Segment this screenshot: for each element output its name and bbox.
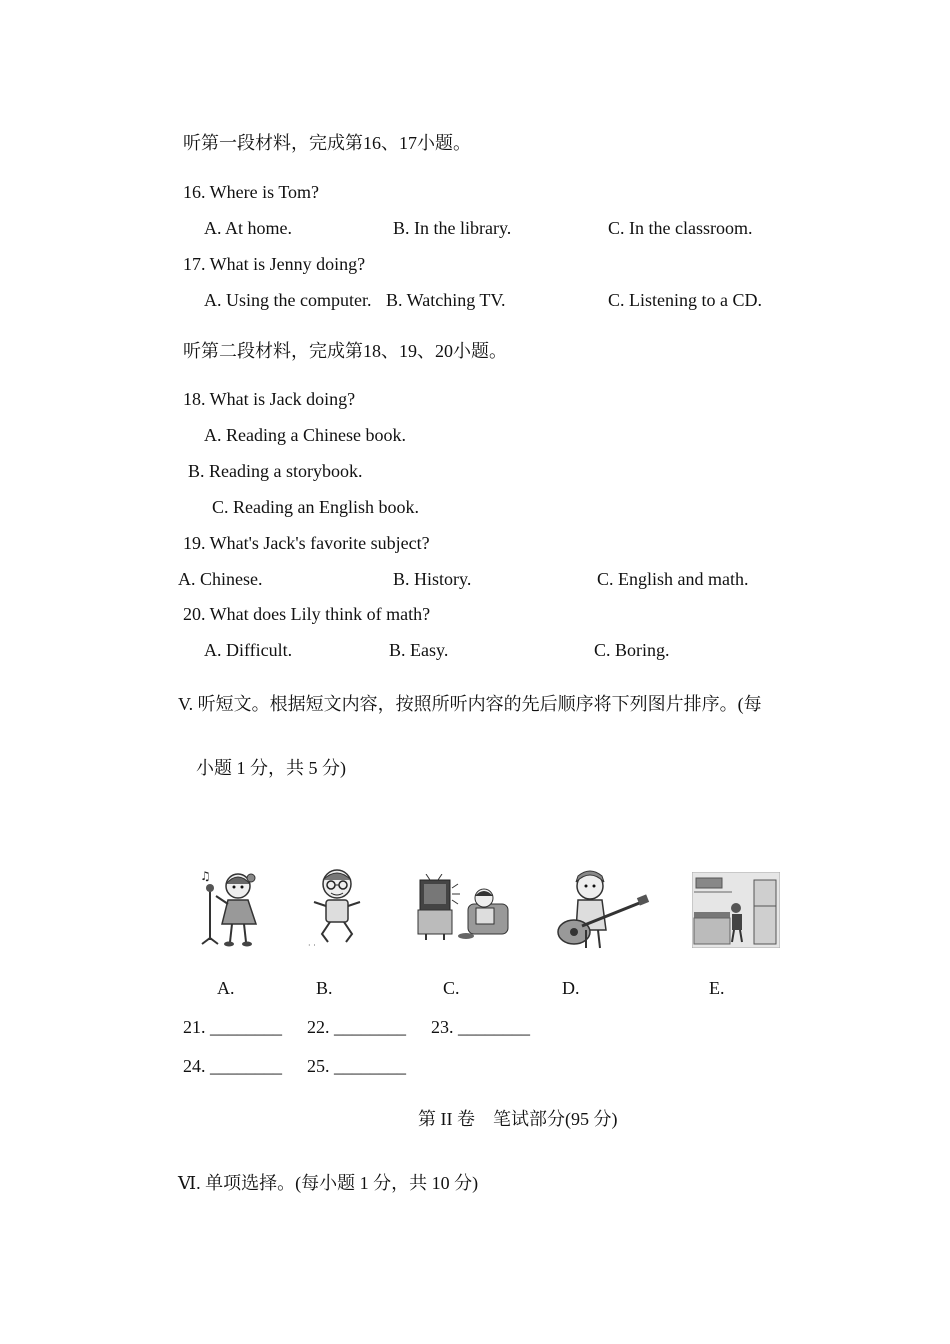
q19-option-b: B. History. [393, 569, 472, 589]
picture-label-e: E. [709, 978, 725, 998]
picture-label-c: C. [443, 978, 460, 998]
q20-option-a: A. Difficult. [204, 640, 293, 660]
q19-option-a: A. Chinese. [178, 569, 263, 589]
q18-stem: 18. What is Jack doing? [183, 389, 356, 409]
q17-stem: 17. What is Jenny doing? [183, 254, 366, 274]
answer-blank-25[interactable]: 25. ________ [307, 1056, 406, 1076]
q19-option-c: C. English and math. [597, 569, 749, 589]
q20-option-c: C. Boring. [594, 640, 670, 660]
picture-label-b: B. [316, 978, 333, 998]
q16-stem: 16. Where is Tom? [183, 182, 320, 202]
q17-option-c: C. Listening to a CD. [608, 290, 762, 310]
svg-text:· ·: · · [308, 941, 316, 950]
volume2-title: 第 II 卷 笔试部分(95 分) [418, 1109, 618, 1129]
q18-option-c: C. Reading an English book. [212, 497, 419, 517]
q19-stem: 19. What's Jack's favorite subject? [183, 533, 430, 553]
picture-b-boy-jumping [306, 864, 368, 950]
part5-instruction-cont: 小题 1 分，共 5 分) [196, 758, 346, 778]
q20-option-b: B. Easy. [389, 640, 449, 660]
q16-option-c: C. In the classroom. [608, 218, 753, 238]
q16-option-b: B. In the library. [393, 218, 512, 238]
answer-blank-24[interactable]: 24. ________ [183, 1056, 282, 1076]
q17-option-a: A. Using the computer. [204, 290, 372, 310]
picture-e-kitchen [692, 872, 780, 948]
q16-option-a: A. At home. [204, 218, 292, 238]
picture-a-singing-girl [198, 866, 268, 950]
section2-heading: 听第二段材料，完成第18、19、20小题。 [183, 341, 507, 361]
picture-c-watching-tv [416, 874, 512, 944]
answer-blank-22[interactable]: 22. ________ [307, 1017, 406, 1037]
answer-blank-21[interactable]: 21. ________ [183, 1017, 282, 1037]
q20-stem: 20. What does Lily think of math? [183, 604, 431, 624]
q18-option-a: A. Reading a Chinese book. [204, 425, 406, 445]
q18-option-b: B. Reading a storybook. [188, 461, 363, 481]
picture-label-a: A. [217, 978, 235, 998]
part5-instruction: V. 听短文。根据短文内容，按照所听内容的先后顺序将下列图片排序。(每 [178, 694, 762, 714]
svg-text:♫: ♫ [200, 869, 211, 883]
answer-blank-23[interactable]: 23. ________ [431, 1017, 530, 1037]
part6-heading: Ⅵ. 单项选择。(每小题 1 分，共 10 分) [178, 1173, 479, 1193]
section1-heading: 听第一段材料，完成第16、17小题。 [183, 133, 471, 153]
q17-option-b: B. Watching TV. [386, 290, 506, 310]
picture-d-playing-guitar [556, 868, 650, 950]
picture-label-d: D. [562, 978, 580, 998]
